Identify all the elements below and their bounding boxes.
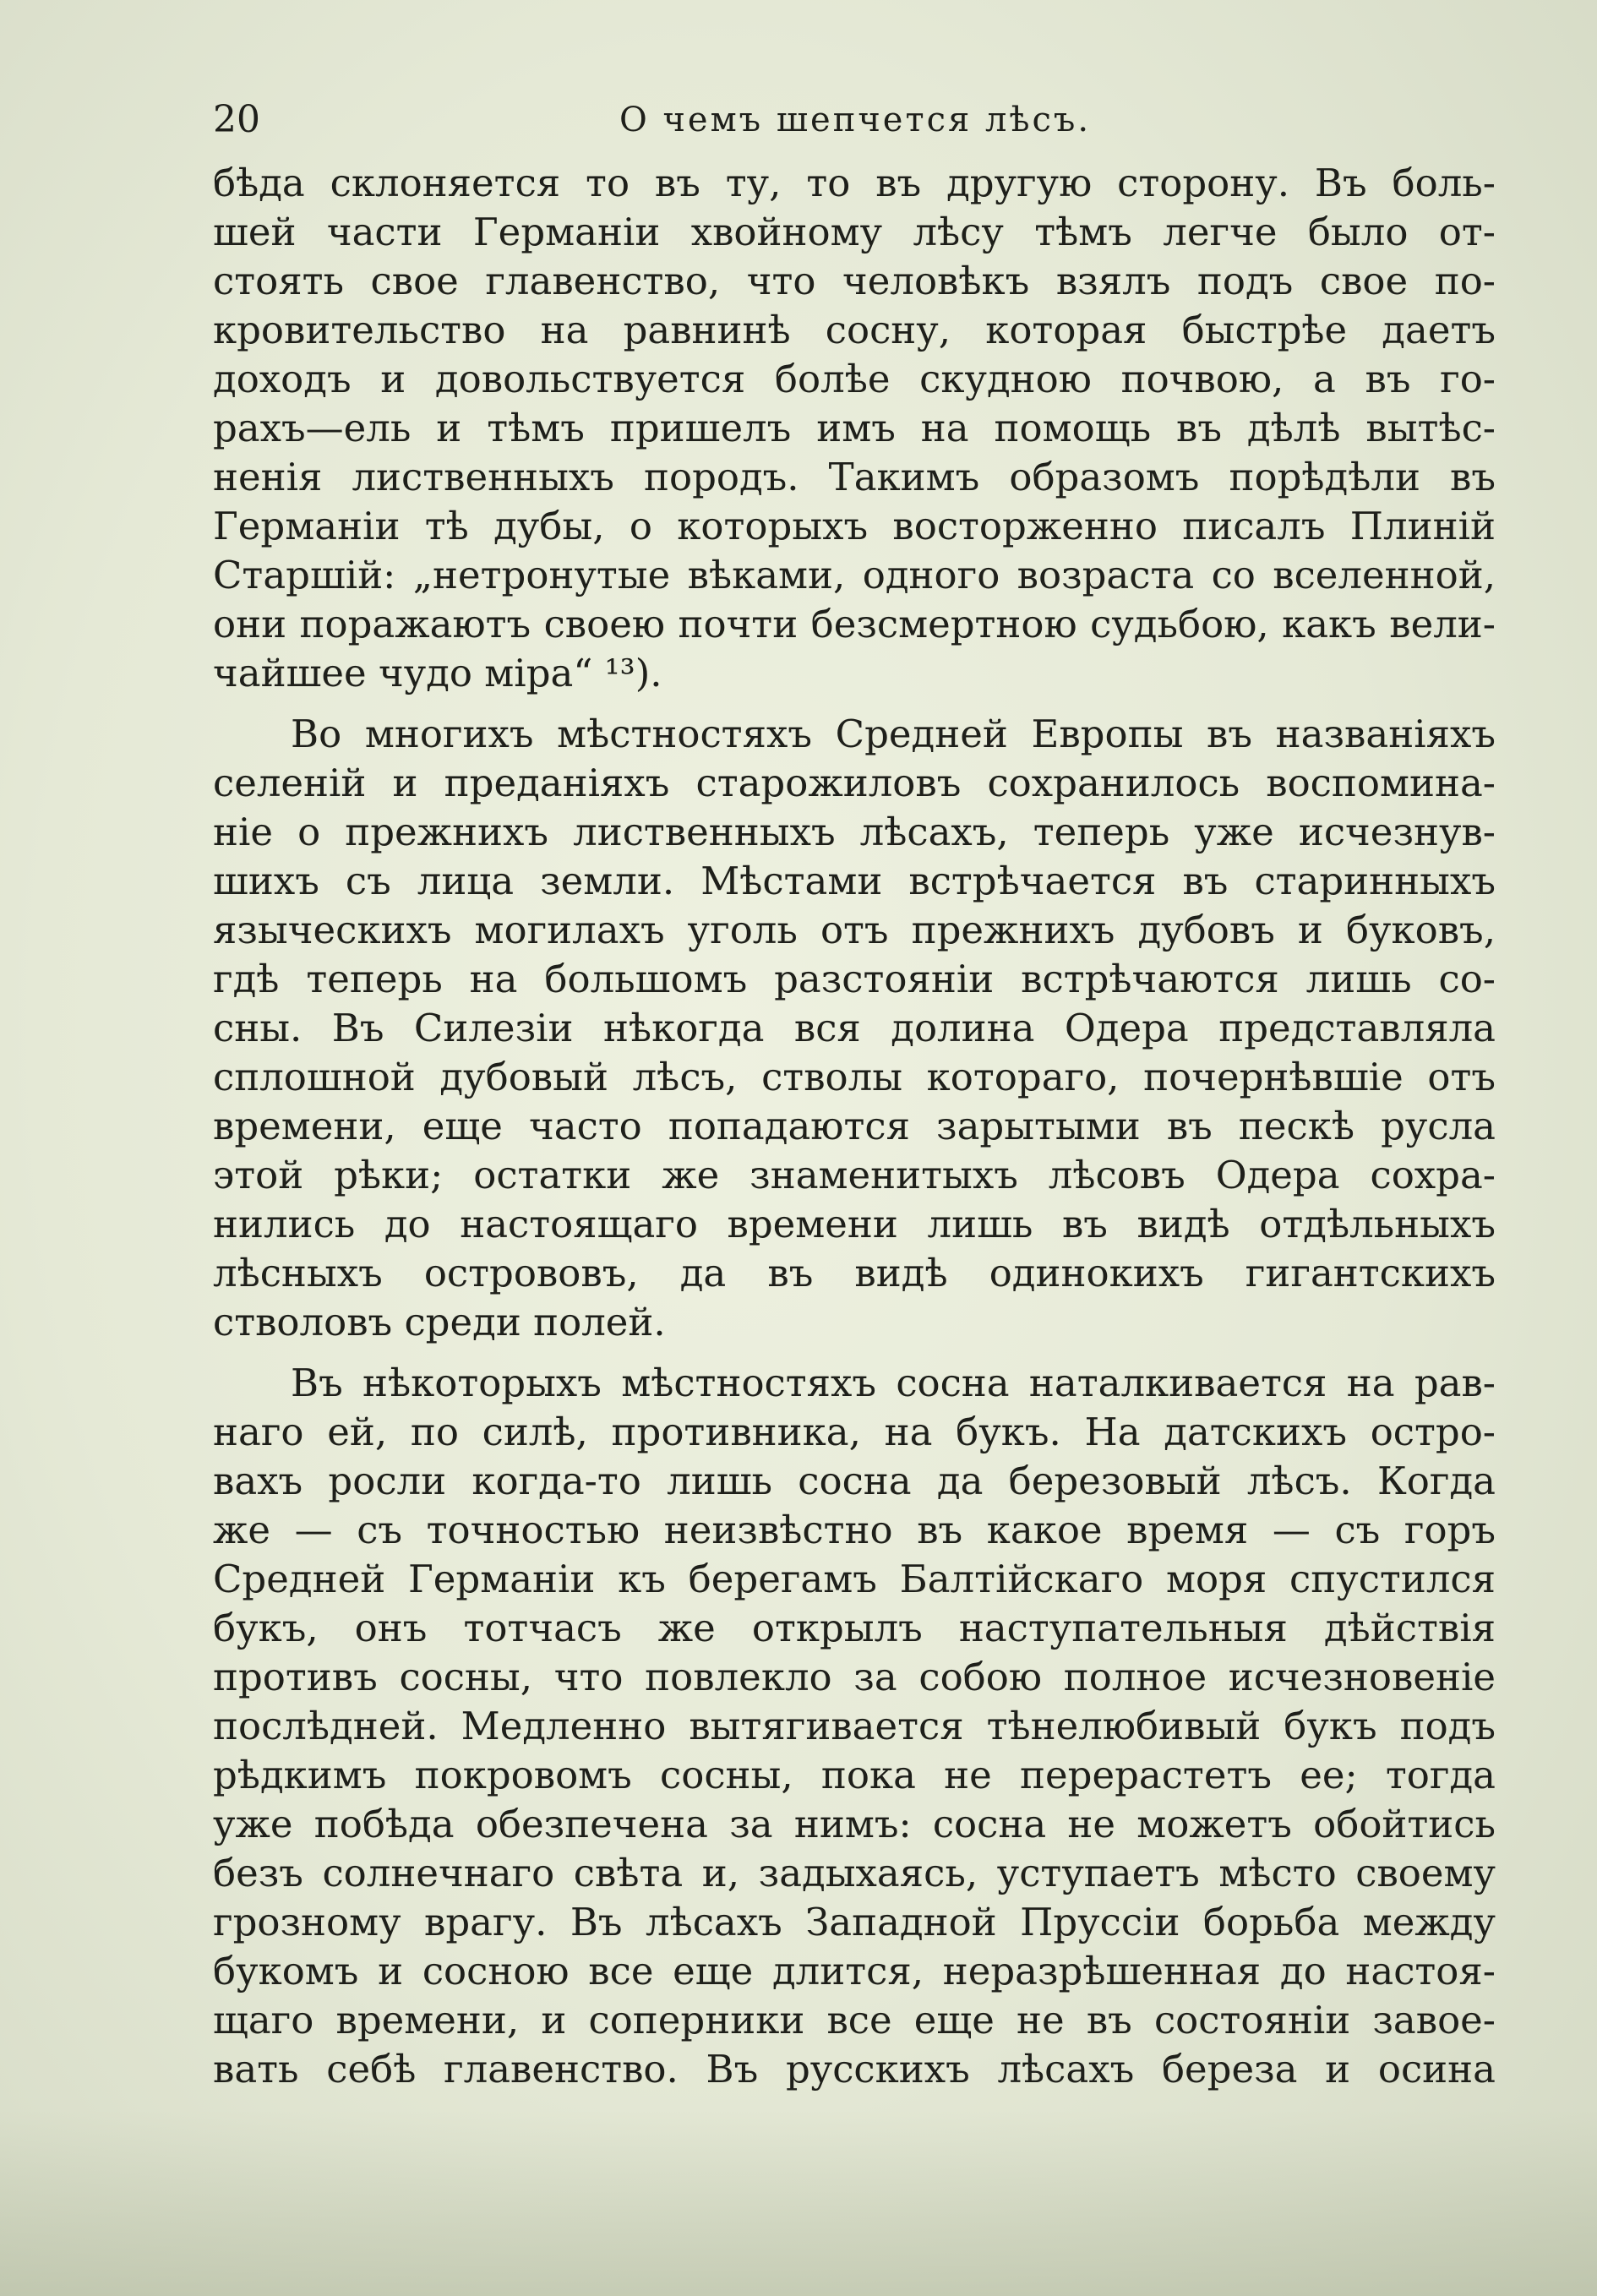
text-line: шихъ съ лица земли. Мѣстами встрѣчается въ старинныхъ [213, 859, 1496, 903]
text-line: нились до настоящаго времени лишь въ видѣ отдѣльныхъ [213, 1202, 1496, 1246]
text-line: шей части Германіи хвойному лѣсу тѣмъ легче было от- [213, 210, 1496, 254]
text-line: вать себѣ главенство. Въ русскихъ лѣсахъ береза и осина [213, 2047, 1496, 2091]
text-line: гдѣ теперь на большомъ разстояніи встрѣчаются лишь со- [213, 957, 1496, 1001]
page-header [213, 95, 1497, 145]
paragraph [213, 710, 1496, 1347]
body-text [213, 159, 1496, 2094]
page-number: 20 [213, 98, 260, 141]
text-line: чайшее чудо міра“ ¹³). [213, 651, 662, 695]
text-line: рѣдкимъ покровомъ сосны, пока не перерастетъ ее; тогда [213, 1753, 1496, 1797]
text-line: сны. Въ Силезіи нѣкогда вся долина Одера представляла [213, 1006, 1496, 1050]
text-line: щаго времени, и соперники все еще не въ состояніи завое- [213, 1998, 1496, 2042]
paragraph [213, 1359, 1496, 2094]
paragraph [213, 159, 1496, 698]
text-line: Старшій: „нетронутые вѣками, одного возраста со вселенной, [213, 553, 1496, 597]
text-line: вахъ росли когда-то лишь сосна да березовый лѣсъ. Когда [213, 1459, 1496, 1503]
text-line: ніе о прежнихъ лиственныхъ лѣсахъ, теперь уже исчезнув- [213, 810, 1496, 854]
text-line: противъ сосны, что повлекло за собою полное исчезновеніе [213, 1655, 1496, 1699]
text-line: стоять свое главенство, что человѣкъ взялъ подъ свое по- [213, 259, 1496, 303]
text-line: времени, еще часто попадаются зарытыми въ пескѣ русла [213, 1104, 1496, 1148]
text-line: Въ нѣкоторыхъ мѣстностяхъ сосна наталкивается на рав- [291, 1361, 1496, 1405]
text-line: селеній и преданіяхъ старожиловъ сохранилось воспомина- [213, 761, 1496, 805]
text-line: рахъ—ель и тѣмъ пришелъ имъ на помощь въ дѣлѣ вытѣс- [213, 406, 1496, 450]
text-line: языческихъ могилахъ уголь отъ прежнихъ дубовъ и буковъ, [213, 908, 1496, 952]
text-line: этой рѣки; остатки же знаменитыхъ лѣсовъ Одера сохра- [213, 1153, 1496, 1197]
text-line: наго ей, по силѣ, противника, на букъ. На датскихъ остро- [213, 1410, 1496, 1454]
text-line: грозному врагу. Въ лѣсахъ Западной Пруссіи борьба между [213, 1900, 1496, 1944]
text-line: букомъ и сосною все еще длится, неразрѣшенная до настоя- [213, 1949, 1496, 1993]
text-line: стволовъ среди полей. [213, 1300, 666, 1344]
text-line: букъ, онъ тотчасъ же открылъ наступательныя дѣйствія [213, 1606, 1496, 1650]
text-line: послѣдней. Медленно вытягивается тѣнелюбивый букъ подъ [213, 1704, 1496, 1748]
text-line: они поражаютъ своею почти безсмертною судьбою, какъ вели- [213, 602, 1496, 646]
text-line: Средней Германіи къ берегамъ Балтійскаго моря спустился [213, 1557, 1496, 1601]
text-line: Во многихъ мѣстностяхъ Средней Европы въ названіяхъ [291, 712, 1496, 756]
running-title: О чемъ шепчется лѣсъ. [619, 101, 1092, 139]
text-line: безъ солнечнаго свѣта и, задыхаясь, уступаетъ мѣсто своему [213, 1851, 1496, 1895]
text-line: Германіи тѣ дубы, о которыхъ восторженно писалъ Плиній [213, 504, 1496, 548]
text-line: же — съ точностью неизвѣстно въ какое время — съ горъ [213, 1508, 1496, 1552]
text-line: лѣсныхъ острововъ, да въ видѣ одинокихъ гигантскихъ [213, 1251, 1496, 1295]
text-line: ненія лиственныхъ породъ. Такимъ образомъ порѣдѣли въ [213, 455, 1496, 499]
text-line: уже побѣда обезпечена за нимъ: сосна не можетъ обойтись [213, 1802, 1496, 1846]
text-line: бѣда склоняется то въ ту, то въ другую сторону. Въ боль- [213, 161, 1496, 205]
text-line: сплошной дубовый лѣсъ, стволы котораго, почернѣвшіе отъ [213, 1055, 1496, 1099]
text-line: доходъ и довольствуется болѣе скудною почвою, а въ го- [213, 357, 1496, 401]
text-line: кровительство на равнинѣ сосну, которая быстрѣе даетъ [213, 308, 1496, 352]
